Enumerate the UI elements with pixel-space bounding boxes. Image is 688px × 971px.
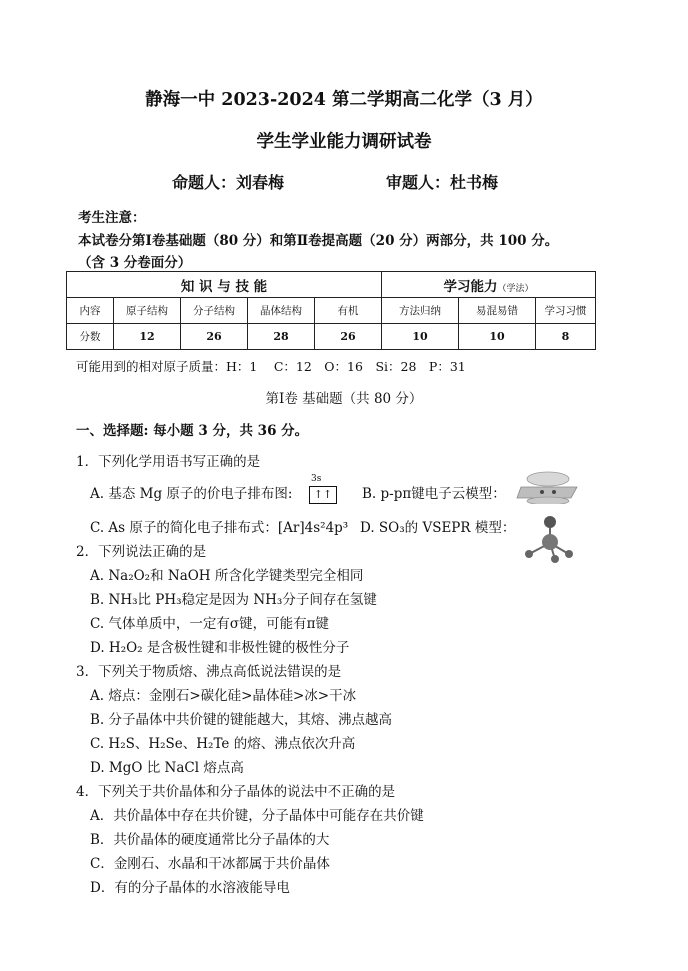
author: 命题人：刘春梅 xyxy=(172,173,285,192)
question-3-option-d: D. MgO 比 NaCl 熔点高 xyxy=(90,760,244,776)
table-header-cell: 学习习惯 xyxy=(536,298,596,324)
section-title: 第Ⅰ卷 基础题（共 80 分） xyxy=(265,391,423,407)
orbital-box-icon: ↑↑ xyxy=(309,486,337,504)
table-cell: 26 xyxy=(315,324,382,350)
p-p-pi-cloud-icon xyxy=(515,470,581,504)
table-header-cell: 有机 xyxy=(315,298,382,324)
table-cell: 28 xyxy=(248,324,315,350)
table-cell: 12 xyxy=(114,324,181,350)
question-2-option-b: B. NH₃比 PH₃稳定是因为 NH₃分子间存在氢键 xyxy=(90,592,377,608)
table-group-learning: 学习能力（学法） xyxy=(382,272,596,298)
table-header-cell: 分子结构 xyxy=(181,298,248,324)
table-cell: 8 xyxy=(536,324,596,350)
table-cell: 26 xyxy=(181,324,248,350)
table-header-cell: 易混易错 xyxy=(459,298,536,324)
score-table xyxy=(66,271,596,350)
table-row xyxy=(67,298,596,324)
notice-line2: （含 3 分卷面分） xyxy=(78,255,192,271)
question-3-option-c: C. H₂S、H₂Se、H₂Te 的熔、沸点依次升高 xyxy=(90,736,356,752)
exam-title: 静海一中 2023-2024 第二学期高二化学（3 月） xyxy=(145,90,543,110)
question-1-option-b: B. p-pπ键电子云模型： xyxy=(362,486,506,502)
exam-subtitle: 学生学业能力调研试卷 xyxy=(256,132,432,152)
notice-line1: 本试卷分第Ⅰ卷基础题（80 分）和第Ⅱ卷提高题（20 分）两部分，共 100 分。 xyxy=(78,233,559,249)
part-title: 一、选择题: 每小题 3 分，共 36 分。 xyxy=(76,423,309,439)
question-1-stem: 1．下列化学用语书写正确的是 xyxy=(76,454,261,470)
question-3-option-b: B. 分子晶体中共价键的键能越大，其熔、沸点越高 xyxy=(90,712,393,728)
atomic-mass-note: 可能用到的相对原子质量：H：1 C：12 O：16 Si：28 P：31 xyxy=(76,359,466,374)
question-4-option-c: C．金刚石、水晶和干冰都属于共价晶体 xyxy=(90,856,330,872)
table-row xyxy=(67,324,596,350)
table-cell: 10 xyxy=(459,324,536,350)
question-1-option-d: D. SO₃的 VSEPR 模型： xyxy=(360,520,516,536)
table-group-knowledge: 知 识 与 技 能 xyxy=(67,272,382,298)
question-2-option-a: A. Na₂O₂和 NaOH 所含化学键类型完全相同 xyxy=(90,568,364,584)
question-4-option-a: A．共价晶体中存在共价键，分子晶体中可能存在共价键 xyxy=(90,808,424,824)
question-4-option-d: D．有的分子晶体的水溶液能导电 xyxy=(90,880,290,896)
question-1-option-c: C. As 原子的简化电子排布式：[Ar]4s²4p³ xyxy=(90,520,349,536)
question-2-option-c: C. 气体单质中，一定有σ键，可能有π键 xyxy=(90,616,330,632)
notice-label: 考生注意： xyxy=(78,210,146,226)
question-2-option-d: D. H₂O₂ 是含极性键和非极性键的极性分子 xyxy=(90,640,350,656)
so3-vsepr-model-icon xyxy=(519,513,581,565)
reviewer: 审题人：杜书梅 xyxy=(386,173,499,192)
table-header-cell: 原子结构 xyxy=(114,298,181,324)
orbital-label: 3s xyxy=(311,474,322,484)
question-2-stem: 2．下列说法正确的是 xyxy=(76,544,207,560)
table-header-cell: 晶体结构 xyxy=(248,298,315,324)
table-row-label: 分数 xyxy=(67,324,114,350)
question-3-stem: 3．下列关于物质熔、沸点高低说法错误的是 xyxy=(76,664,342,680)
table-cell: 10 xyxy=(382,324,459,350)
question-1-option-a: A. 基态 Mg 原子的价电子排布图: xyxy=(90,486,293,502)
table-row-label: 内容 xyxy=(67,298,114,324)
question-4-stem: 4．下列关于共价晶体和分子晶体的说法中不正确的是 xyxy=(76,784,396,800)
question-4-option-b: B．共价晶体的硬度通常比分子晶体的大 xyxy=(90,832,330,848)
table-header-cell: 方法归纳 xyxy=(382,298,459,324)
question-3-option-a: A. 熔点：金刚石>碳化硅>晶体硅>冰>干冰 xyxy=(90,688,357,704)
